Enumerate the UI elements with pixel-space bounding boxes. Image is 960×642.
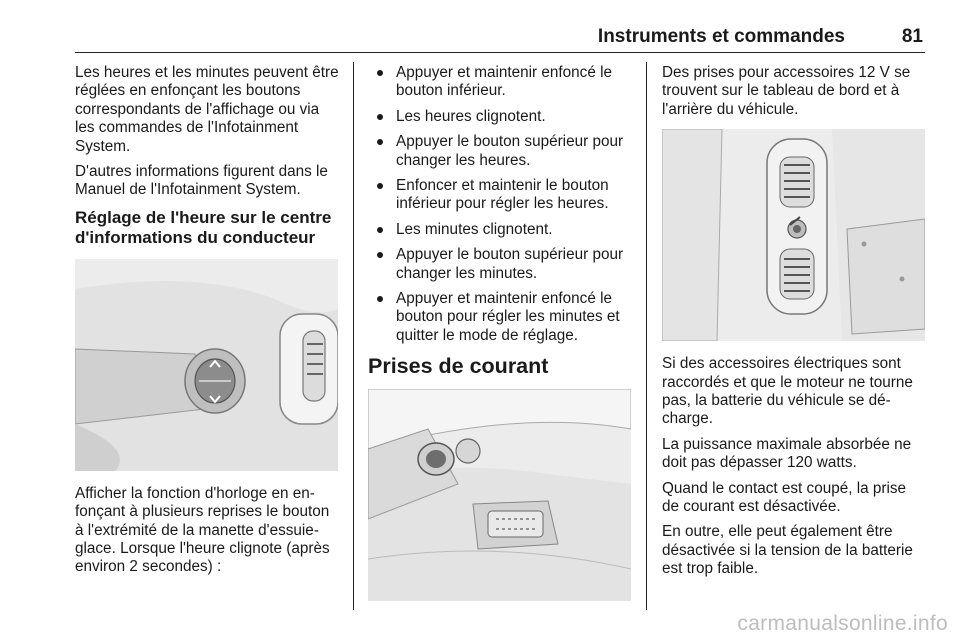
page-number: 81 — [901, 26, 923, 47]
paragraph-max-power: La puissance maximale absorbée ne doit pas dépasser 120 watts. — [662, 435, 912, 472]
paragraph-intro: Les heures et les minutes peuvent être réglées en enfonçant les boutons correspondants de l'affichage ou via les commandes de l'Infotainment System. — [75, 64, 339, 155]
section-title: Instruments et commandes — [597, 26, 845, 47]
column-divider-1 — [353, 62, 354, 610]
clock-setting-steps — [368, 64, 634, 345]
list-item: Les minutes clignotent. — [368, 221, 634, 239]
column-3 — [662, 64, 927, 586]
column-divider-2 — [646, 62, 647, 610]
list-item: Enfoncer et maintenir le bouton inférieur pour régler les heures. — [368, 177, 634, 214]
list-item: Les heures clignotent. — [368, 108, 634, 126]
list-item: Appuyer le bouton supérieur pour changer les heures. — [368, 133, 634, 170]
heading-power-outlets: Prises de courant — [368, 354, 549, 379]
paragraph-manual-ref: D'autres informations figurent dans le Manuel de l'Infotainment System. — [75, 163, 328, 199]
paragraph-battery-warning: Si des accessoires électriques sont raccordés et que le moteur ne tourne pas, la batterie du véhicule se dé-charge. — [662, 355, 913, 428]
figure-rear-outlet — [662, 129, 925, 341]
list-item: Appuyer et maintenir enfoncé le bouton pour régler les minutes et quitter le mode de réglage. — [368, 290, 634, 345]
list-item: Appuyer le bouton supérieur pour changer les minutes. — [368, 246, 634, 283]
column-2 — [368, 64, 634, 601]
paragraph-ignition-off: Quand le contact est coupé, la prise de courant est désactivée. — [662, 479, 907, 516]
paragraph-clock-display: Afficher la fonction d'horloge en en-fonçant à plusieurs reprises le bouton à l'extrémité de la manette d'essuie-glace. Lorsque l'heure clignote (après environ 2 secondes) : — [75, 484, 330, 576]
column-1 — [75, 64, 340, 584]
paragraph-low-voltage: En outre, elle peut également être désactivée si la tension de la batterie est trop faible. — [662, 523, 913, 578]
paragraph-outlet-locations: Des prises pour accessoires 12 V se trouvent sur le tableau de bord et à l'arrière du véhicule. — [662, 64, 911, 118]
figure-dashboard-outlet — [368, 389, 631, 601]
heading-clock-setting: Réglage de l'heure sur le centre d'informations du conducteur — [75, 207, 332, 248]
watermark: carmanualsonline.info — [737, 612, 948, 635]
list-item: Appuyer et maintenir enfoncé le bouton inférieur. — [368, 64, 634, 101]
page-header — [75, 26, 925, 52]
header-rule — [75, 52, 925, 53]
figure-wiper-stalk-button — [75, 259, 338, 471]
